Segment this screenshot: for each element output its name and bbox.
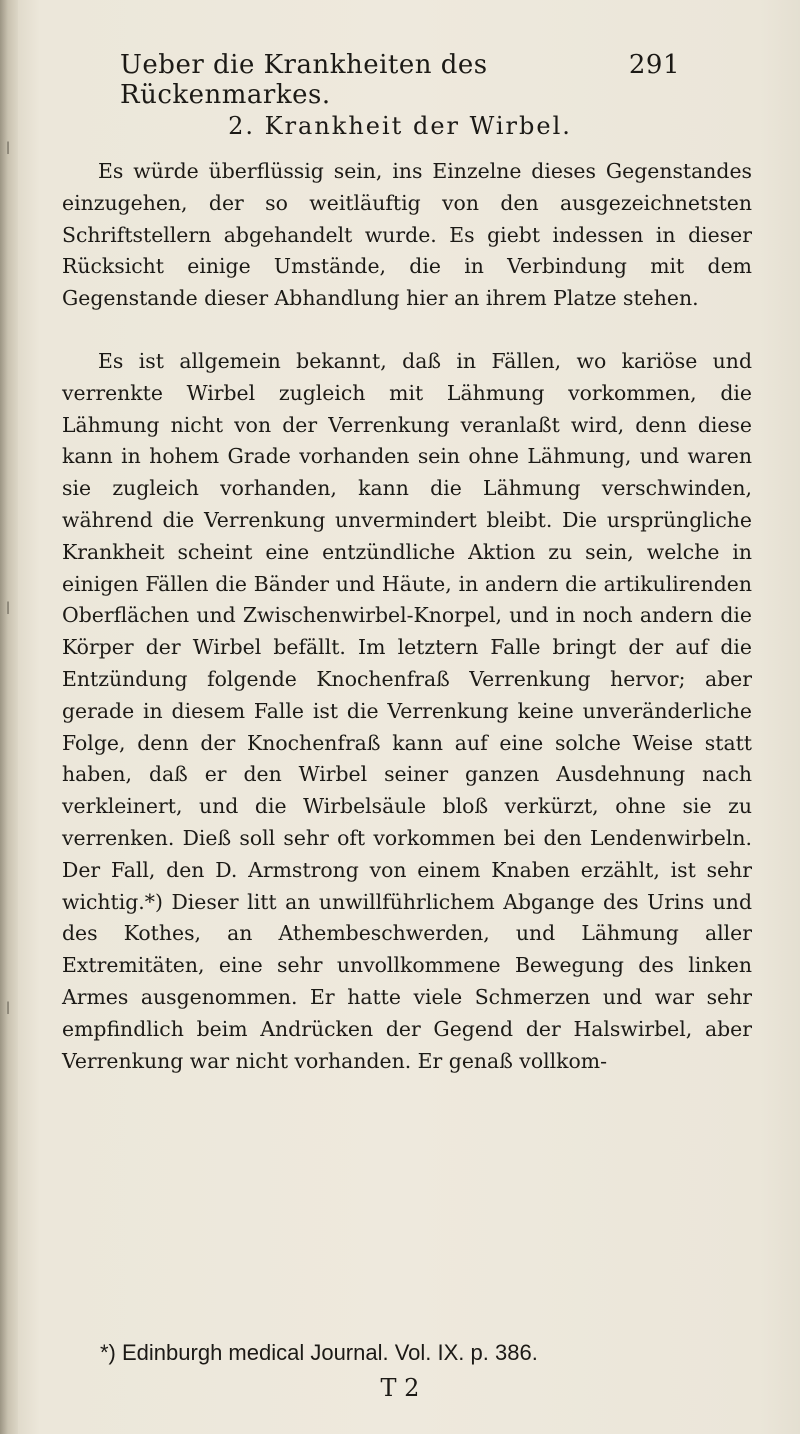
running-title: Ueber die Krankheiten des Rückenmarkes. [120, 50, 488, 110]
section-title: 2. Krankheit der Wirbel. [228, 112, 572, 140]
gutter-mark: | [6, 140, 11, 154]
gutter-mark: | [6, 1000, 11, 1014]
running-head [120, 50, 680, 110]
gutter-mark: | [6, 600, 11, 614]
paragraph: Es ist allgemein bekannt, daß in Fällen, wo kariöse und verrenkte Wirbel zugleich mit Lähmung vorkommen, die Lähmung nicht von der Verrenkung veranlaßt wird, denn diese kann in hohem Grade vorhanden sein ohne Lähmung, und waren sie zugleich vorhanden, kann die Lähmung verschwinden, während die Verrenkung unvermindert bleibt. Die ursprüngliche Krankheit scheint eine entzündliche Aktion zu sein, welche in einigen Fällen die Bänder und Häute, in andern die artikulirenden Oberflächen und Zwischenwirbel-Knorpel, und in noch andern die Körper der Wirbel befällt. Im letztern Falle bringt der auf die Entzündung folgende Knochenfraß Verrenkung hervor; aber gerade in diesem Falle ist die Verrenkung keine unveränderliche Folge, denn der Knochenfraß kann auf eine solche Weise statt haben, daß er den Wirbel seiner ganzen Ausdehnung nach verkleinert, und die Wirbelsäule bloß verkürzt, ohne sie zu verrenken. Dieß soll sehr oft vorkommen bei den Lendenwirbeln. Der Fall, den D. Armstrong von einem Knaben erzählt, ist sehr wichtig.*) Dieser litt an unwillführlichem Abgange des Urins und des Kothes, an Athembeschwerden, und Lähmung aller Extremitäten, eine sehr unvollkommene Bewegung des linken Armes ausgenommen. Er hatte viele Schmerzen und war sehr empfindlich beim Andrücken der Gegend der Halswirbel, aber Verrenkung war nicht vorhanden. Er genaß vollkom- [62, 348, 752, 1073]
binding-gutter [0, 0, 18, 1434]
page-number: 291 [628, 50, 680, 80]
printer-signature: T 2 [380, 1374, 420, 1402]
footnote-rule [62, 1338, 752, 1339]
footnote: *) Edinburgh medical Journal. Vol. IX. p. 386. [100, 1340, 538, 1365]
body-text [62, 156, 752, 1077]
paragraph: Es würde überflüssig sein, ins Einzelne dieses Gegenstandes einzugehen, der so weitläuftig von den ausgezeichnetsten Schriftstellern abgehandelt wurde. Es giebt indessen in dieser Rücksicht einige Umstände, die in Verbindung mit dem Gegenstande dieser Abhandlung hier an ihrem Platze stehen. [62, 159, 752, 311]
